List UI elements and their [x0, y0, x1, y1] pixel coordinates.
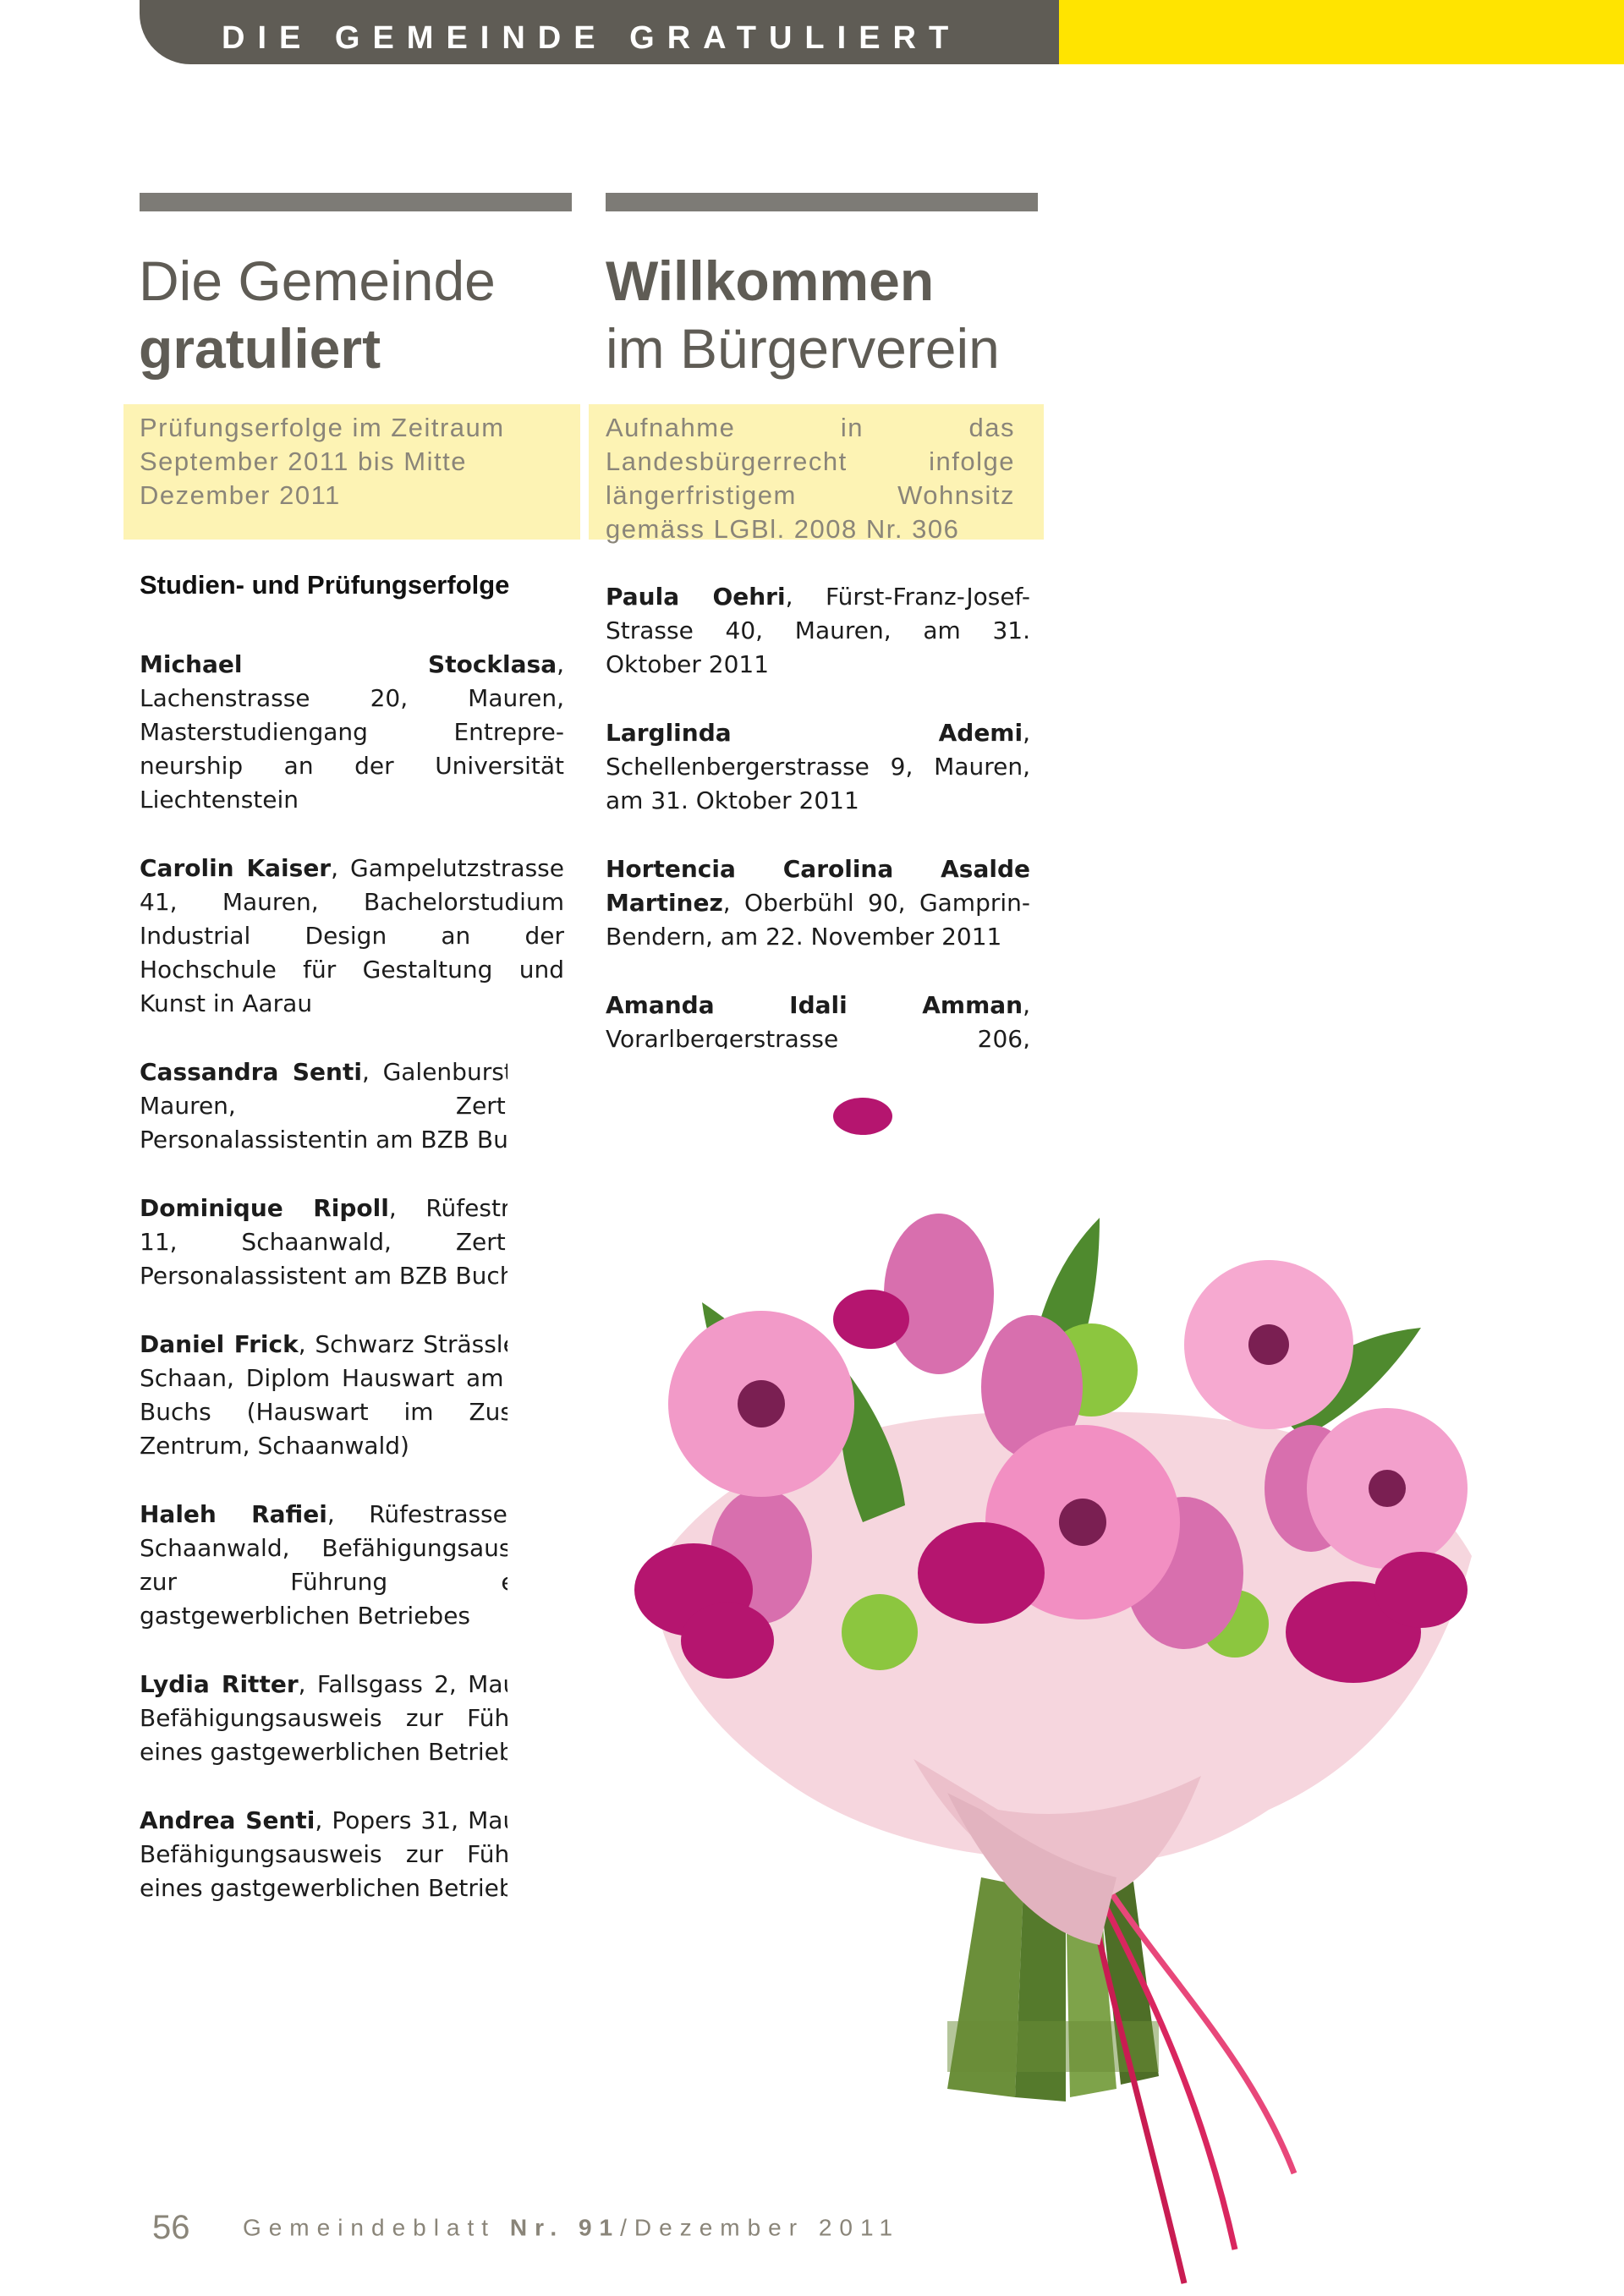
entry-text: , Popers 31, Mauren, Befähigungsausweis zur Führung eines gastgewerblichen Betriebes — [140, 1806, 564, 1902]
entry-text: , Galenburst 15, Mauren, Zertifikat Personalassistentin am BZB Buchs — [140, 1058, 564, 1153]
entry-text: , Schwarz Strässle 15, Schaan, Diplom Hauswart am BZB Buchs (Hauswart im Zuschg-Zentrum, Schaanwald) — [140, 1330, 564, 1460]
entry-text: , Vorarlbergerstrasse 206, Schaanwald, am 22. November 2011 — [606, 991, 1030, 1121]
left-headline-line1: Die Gemeinde — [139, 249, 496, 312]
list-item — [140, 1668, 564, 1769]
entry-name: Lydia Ritter — [140, 1670, 299, 1698]
entry-name: Daniel Frick — [140, 1330, 299, 1358]
list-item — [606, 580, 1030, 682]
right-column-rule — [606, 193, 1038, 211]
entry-text: , Rüfestrasse 5, Schaanwald, Befähigungsausweis zur Führung eines gastgewerblichen Betriebes — [140, 1500, 564, 1630]
entry-name: Hortencia Carolina Asalde Martinez — [606, 855, 1030, 917]
entry-name: Haleh Rafiei — [140, 1500, 327, 1528]
right-headline-line1: Willkommen — [606, 249, 935, 312]
entry-name: Cassandra Senti — [140, 1058, 362, 1086]
section-heading: Studien- und Prüfungserfolge — [140, 570, 510, 600]
entry-name: Larglinda Ademi — [606, 719, 1023, 747]
header-title: DIE GEMEINDE GRATULIERT — [222, 20, 962, 56]
left-entry-list — [140, 648, 564, 1940]
list-item — [140, 1498, 564, 1633]
entry-name: Dominique Ripoll — [140, 1194, 389, 1222]
entry-name: Paula Oehri — [606, 583, 786, 611]
entry-text: , Oberbühl 90, Gamprin-Bendern, am 22. November 2011 — [606, 889, 1030, 951]
right-subtitle: Aufnahme in das Landesbürgerrecht infolge längerfristigem Wohnsitz gemäss LGBl. 2008 Nr. 306 — [606, 413, 1015, 544]
right-headline-line2: im Bürgerverein — [606, 317, 1000, 380]
entry-text: , Gampelutzstrasse 41, Mauren, Bachelorstudium Industrial Design an der Hochschule für Gestaltung und Kunst in Aarau — [140, 854, 564, 1017]
header-accent — [1059, 0, 1624, 64]
issue-date: Dezember 2011 — [634, 2214, 901, 2241]
list-item — [140, 1055, 564, 1157]
right-headline — [606, 247, 1000, 382]
entry-name: Andrea Senti — [140, 1806, 315, 1834]
entry-name: Michael Stocklasa — [140, 650, 557, 678]
list-item — [140, 852, 564, 1021]
list-item — [606, 716, 1030, 818]
entry-text: , Lachenstrasse 20, Mauren, Masterstudiengang Entrepreneurship an der Universität Liechtenstein — [140, 650, 564, 814]
page-number: 56 — [152, 2209, 190, 2246]
entry-text: , Schellenbergerstrasse 9, Mauren, am 31. Oktober 2011 — [606, 719, 1030, 814]
issue-number: Nr. 91 — [509, 2214, 621, 2241]
entry-name: Carolin Kaiser — [140, 854, 332, 882]
list-item — [606, 852, 1030, 954]
left-column-rule — [140, 193, 572, 211]
magazine-name: Gemeindeblatt — [242, 2214, 497, 2241]
list-item — [140, 1192, 564, 1293]
entry-text: , Rüfestrasse 11, Schaanwald, Zertifikat Personalassistent am BZB Buchs — [140, 1194, 564, 1290]
left-subtitle: Prüfungserfolge im Zeitraum September 2011 bis Mitte Dezember 2011 — [140, 413, 505, 510]
left-headline — [139, 247, 496, 382]
entry-text: , Fallsgass 2, Mauren, Befähigungsausweis zur Führung eines gastgewerblichen Betriebes — [140, 1670, 564, 1766]
left-headline-line2: gratuliert — [139, 317, 381, 380]
flower-bouquet-image — [508, 1049, 1624, 2296]
list-item — [140, 648, 564, 817]
entry-text: , Fürst-Franz-Josef-Strasse 40, Mauren, am 31. Oktober 2011 — [606, 583, 1030, 678]
entry-name: Amanda Idali Amman — [606, 991, 1023, 1019]
list-item — [140, 1804, 564, 1905]
list-item — [140, 1328, 564, 1463]
page-footer: 56 Gemeindeblatt Nr. 91/Dezember 2011 — [152, 2209, 901, 2246]
